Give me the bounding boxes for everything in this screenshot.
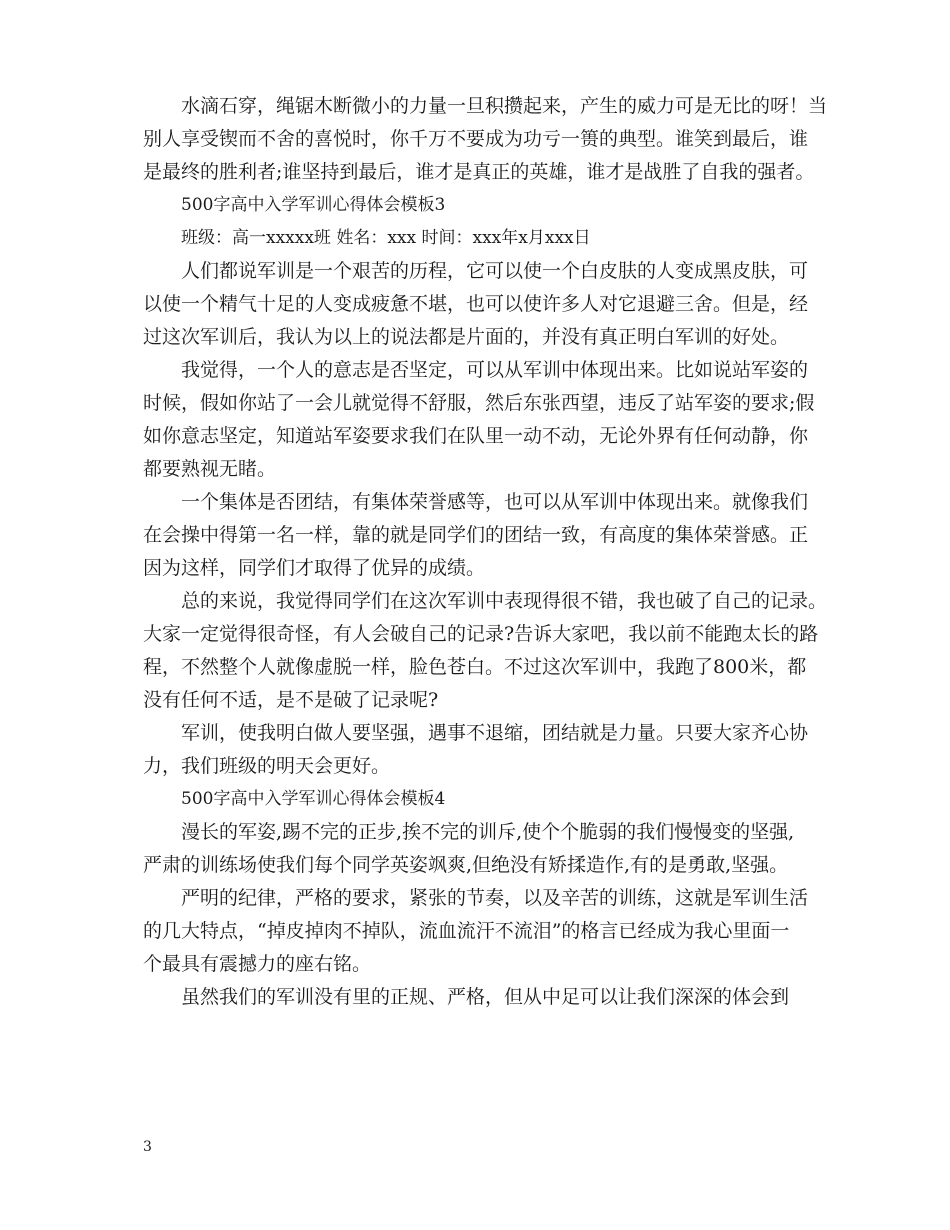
text-line: 我觉得，一个人的意志是否坚定，可以从军训中体现出来。比如说站军姿的 xyxy=(181,359,809,381)
text-line: 虽然我们的军训没有里的正规、严格，但从中足可以让我们深深的体会到 xyxy=(181,986,790,1008)
text-line: 别人享受锲而不舍的喜悦时，你千万不要成为功亏一篑的典型。谁笑到最后，谁 xyxy=(143,128,809,150)
text-line: 人们都说军训是一个艰苦的历程，它可以使一个白皮肤的人变成黑皮肤，可 xyxy=(181,260,809,282)
text-line: 在会操中得第一名一样，靠的就是同学们的团结一致，有高度的集体荣誉感。正 xyxy=(143,524,809,546)
text-line: 是最终的胜利者;谁坚持到最后，谁才是真正的英雄，谁才是战胜了自我的强者。 xyxy=(143,161,815,183)
section-heading: 500字高中入学军训心得体会模板3 xyxy=(181,195,446,215)
text-line: 军训，使我明白做人要坚强，遇事不退缩，团结就是力量。只要大家齐心协 xyxy=(181,722,809,744)
class-info-line: 班级：高一xxxxx班 姓名：xxx 时间：xxx年x月xxx日 xyxy=(181,228,591,248)
text-line: 个最具有震撼力的座右铭。 xyxy=(143,953,372,975)
text-line: 程，不然整个人就像虚脱一样，脸色苍白。不过这次军训中，我跑了800米，都 xyxy=(143,656,807,678)
text-line: 如你意志坚定，知道站军姿要求我们在队里一动不动，无论外界有任何动静，你 xyxy=(143,425,809,447)
text-line: 漫长的军姿,踢不完的正步,挨不完的训斥,使个个脆弱的我们慢慢变的坚强, xyxy=(181,821,795,843)
text-line: 的几大特点，“掉皮掉肉不掉队，流血流汗不流泪”的格言已经成为我心里面一 xyxy=(143,920,790,942)
text-line: 一个集体是否团结，有集体荣誉感等，也可以从军训中体现出来。就像我们 xyxy=(181,491,809,513)
document-body xyxy=(143,90,828,1014)
text-line: 严肃的训练场使我们每个同学英姿飒爽,但绝没有矫揉造作,有的是勇敢,坚强。 xyxy=(143,854,789,876)
text-line: 总的来说，我觉得同学们在这次军训中表现得很不错，我也破了自己的记录。 xyxy=(181,590,828,612)
text-line: 没有任何不适，是不是破了记录呢? xyxy=(143,689,439,711)
text-line: 大家一定觉得很奇怪，有人会破自己的记录?告诉大家吧，我以前不能跑太长的路 xyxy=(143,623,819,645)
text-line: 以使一个精气十足的人变成疲惫不堪，也可以使许多人对它退避三舍。但是，经 xyxy=(143,293,809,315)
text-line: 都要熟视无睹。 xyxy=(143,458,277,480)
text-line: 时候，假如你站了一会儿就觉得不舒服，然后东张西望，违反了站军姿的要求;假 xyxy=(143,392,815,414)
text-line: 严明的纪律，严格的要求，紧张的节奏，以及辛苦的训练，这就是军训生活 xyxy=(181,887,809,909)
text-line: 过这次军训后，我认为以上的说法都是片面的，并没有真正明白军训的好处。 xyxy=(143,326,790,348)
page-number: 3 xyxy=(143,1139,152,1155)
text-line: 因为这样，同学们才取得了优异的成绩。 xyxy=(143,557,486,579)
text-line: 力，我们班级的明天会更好。 xyxy=(143,755,391,777)
text-line: 水滴石穿，绳锯木断微小的力量一旦积攒起来，产生的威力可是无比的呀！当 xyxy=(181,95,828,117)
section-heading: 500字高中入学军训心得体会模板4 xyxy=(181,789,446,809)
